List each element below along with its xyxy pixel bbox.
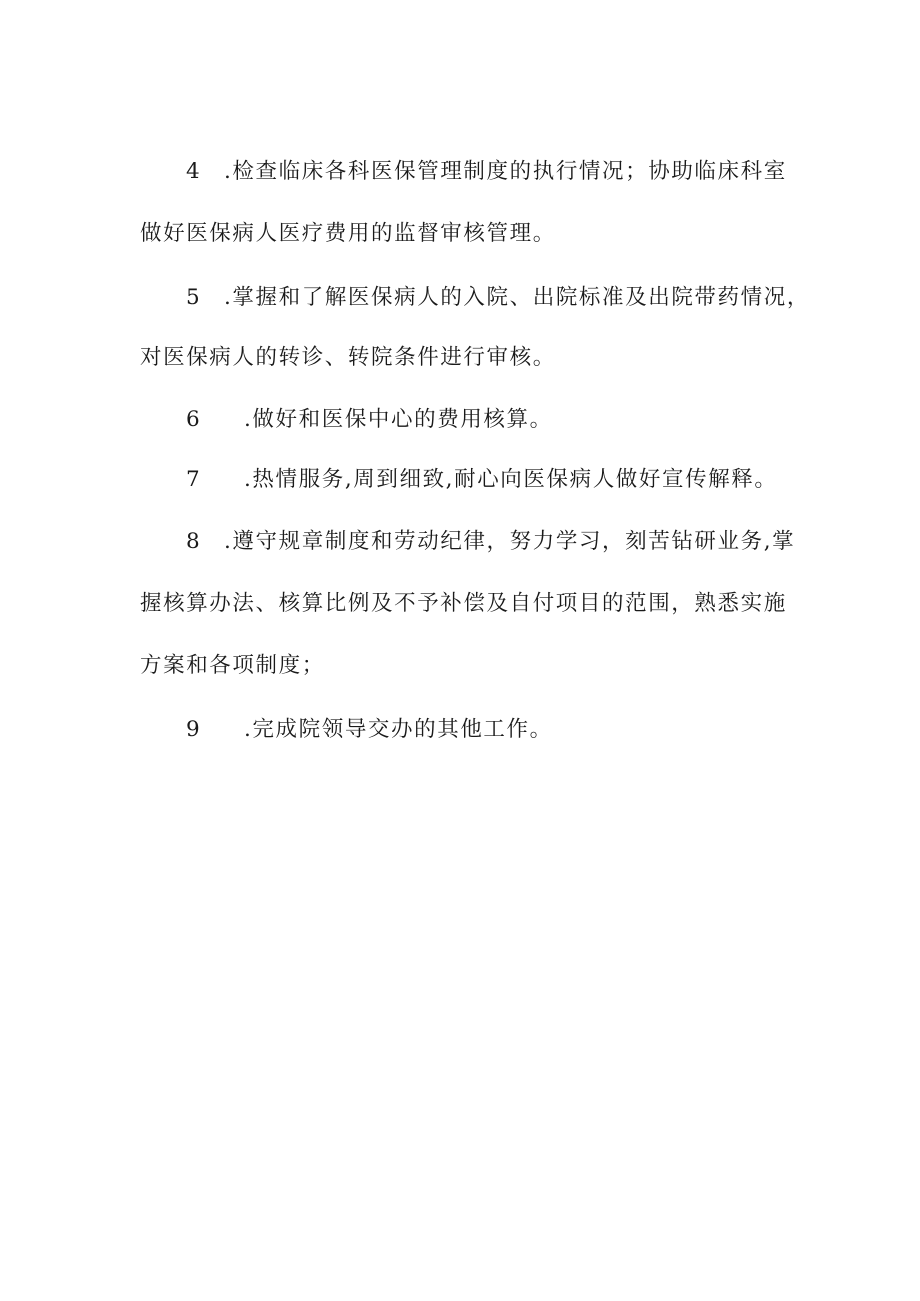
item-5-line-2: 对医保病人的转诊、转院条件进行审核。 [140, 345, 556, 370]
item-7-number: 7 [186, 467, 202, 492]
item-7-line-1 [186, 466, 778, 494]
item-5-number: 5 [186, 285, 202, 310]
item-4-line-2: 做好医保病人医疗费用的监督审核管理。 [140, 221, 556, 246]
item-8-line-1 [186, 528, 795, 556]
item-9-number: 9 [186, 717, 202, 742]
item-4-number: 4 [186, 159, 202, 184]
item-6-text: .做好和医保中心的费用核算。 [244, 407, 553, 432]
item-5-text: .掌握和了解医保病人的入院、出院标准及出院带药情况， [224, 285, 810, 310]
item-4-line-1 [186, 158, 787, 186]
item-8-text: .遵守规章制度和劳动纪律，努力学习，刻苦钻研业务,掌 [224, 529, 796, 554]
item-5-line-1 [186, 284, 810, 312]
item-8-line-2: 握核算办法、核算比例及不予补偿及自付项目的范围，熟悉实施 [140, 591, 787, 616]
item-6-line-1 [186, 406, 553, 434]
item-7-text: .热情服务,周到细致,耐心向医保病人做好宣传解释。 [244, 467, 778, 492]
item-4-text: .检查临床各科医保管理制度的执行情况；协助临床科室 [224, 159, 787, 184]
item-8-number: 8 [186, 529, 202, 554]
item-8-line-3: 方案和各项制度； [140, 653, 325, 678]
item-6-number: 6 [186, 407, 202, 432]
item-9-line-1 [186, 716, 553, 744]
item-9-text: .完成院领导交办的其他工作。 [244, 717, 553, 742]
